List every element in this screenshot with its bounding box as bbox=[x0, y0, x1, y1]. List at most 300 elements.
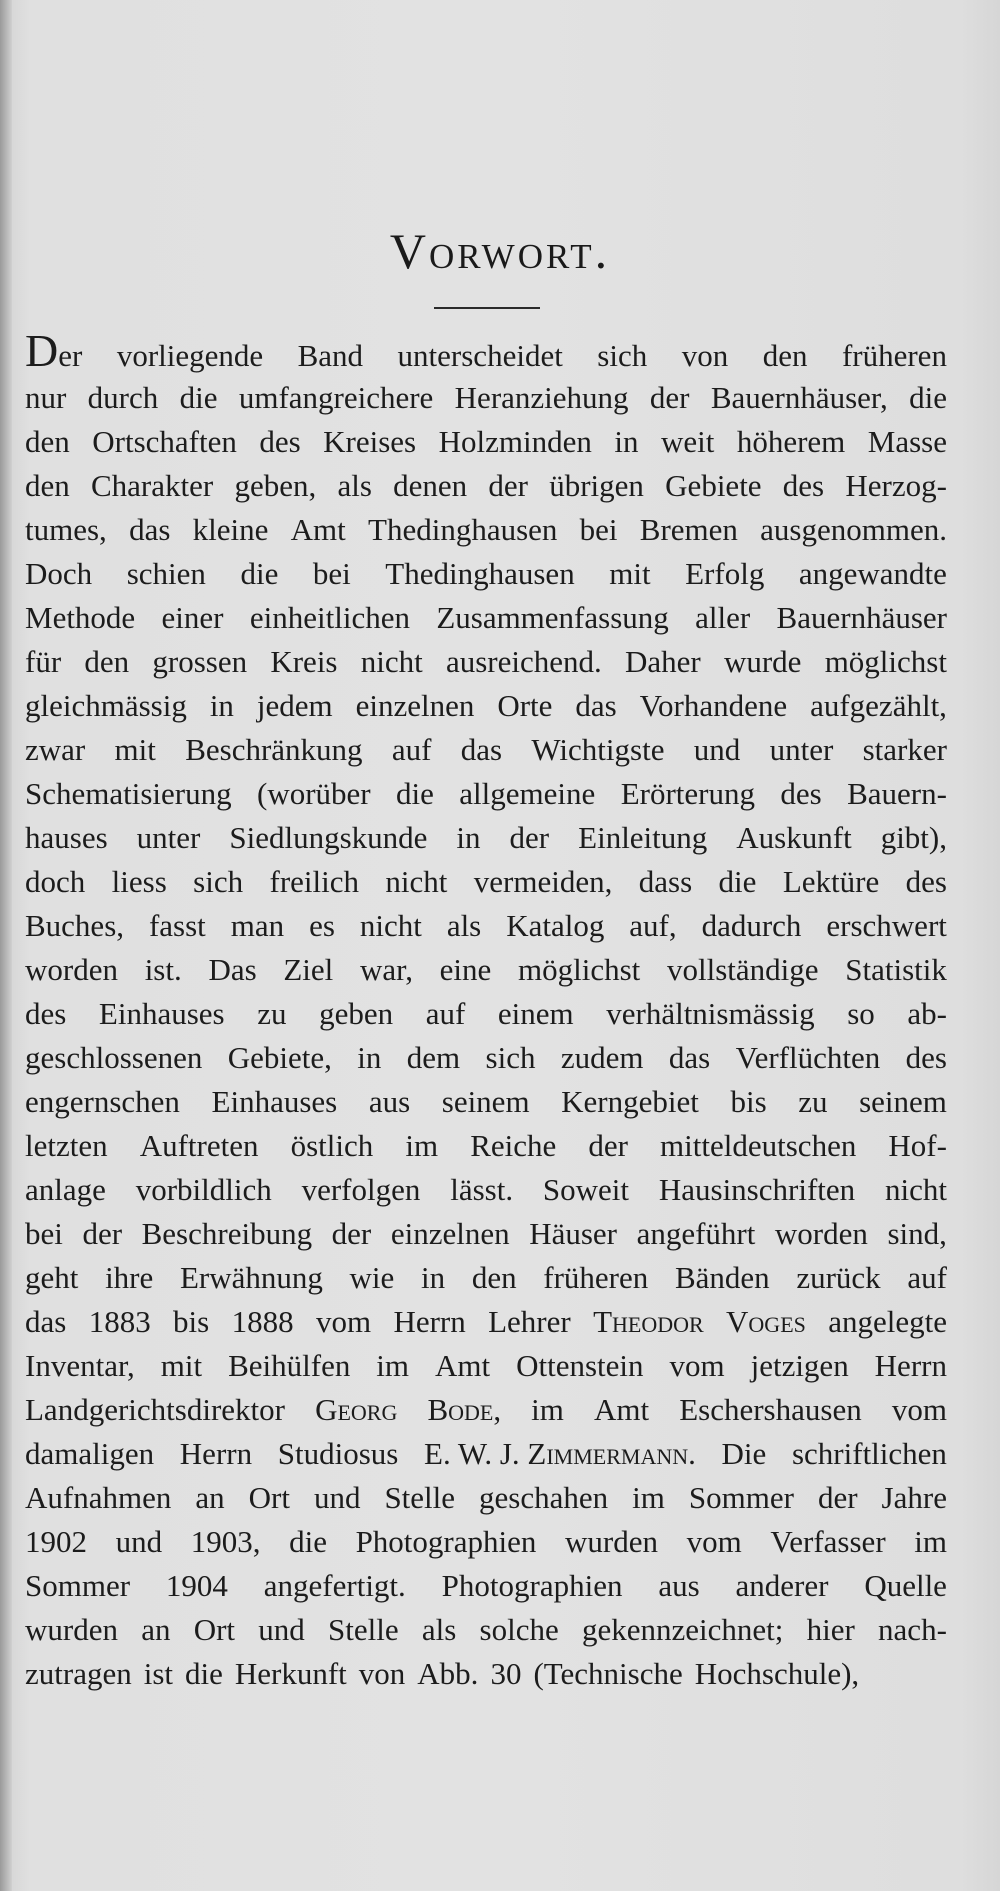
word: Herrn bbox=[874, 1348, 947, 1383]
word: damaligen bbox=[25, 1436, 155, 1471]
word: Band bbox=[297, 338, 364, 373]
word: eine bbox=[439, 952, 492, 987]
word: so bbox=[847, 996, 875, 1031]
word: zurück bbox=[796, 1260, 881, 1295]
word: Photographien bbox=[355, 1524, 537, 1559]
word: des bbox=[25, 996, 67, 1031]
text-line bbox=[25, 1216, 947, 1260]
word: Heranziehung bbox=[454, 380, 629, 415]
word: wie bbox=[349, 1260, 395, 1295]
word: möglichst bbox=[518, 952, 641, 987]
word: im bbox=[632, 1480, 665, 1515]
word: zudem bbox=[560, 1040, 644, 1075]
word: des bbox=[782, 468, 825, 503]
text-line bbox=[25, 600, 947, 644]
word: die bbox=[396, 776, 434, 811]
word: allgemeine bbox=[459, 776, 596, 811]
word: vorliegende bbox=[116, 338, 264, 373]
word: vom bbox=[686, 1524, 742, 1559]
word: Jahre bbox=[881, 1480, 947, 1515]
word: Herrn bbox=[179, 1436, 253, 1471]
word: Quelle bbox=[864, 1568, 947, 1603]
word: in bbox=[421, 1260, 446, 1295]
word: unter bbox=[136, 820, 201, 855]
word: E. W. J. Zimmermann. bbox=[424, 1436, 696, 1471]
title-rule bbox=[434, 307, 540, 309]
text-line bbox=[25, 1480, 947, 1524]
word: 1883 bbox=[88, 1304, 151, 1339]
word: des bbox=[259, 424, 301, 459]
word: Landgerichtsdirektor bbox=[25, 1392, 285, 1427]
word: Bauern- bbox=[847, 776, 947, 811]
word: für bbox=[25, 644, 62, 679]
word: nicht bbox=[385, 864, 448, 899]
word: an bbox=[195, 1480, 225, 1515]
binding-shadow bbox=[0, 0, 12, 1891]
text-line bbox=[25, 1612, 947, 1656]
word: Das bbox=[208, 952, 257, 987]
text-line bbox=[25, 1436, 947, 1480]
word: jetzigen bbox=[750, 1348, 849, 1383]
word: Gebiete bbox=[665, 468, 762, 503]
word: höherem bbox=[736, 424, 846, 459]
word: Daher bbox=[625, 644, 701, 679]
word: Ort bbox=[248, 1480, 290, 1515]
word: der bbox=[82, 1216, 123, 1251]
word: der bbox=[509, 820, 550, 855]
word: Bremen bbox=[639, 512, 738, 547]
word: (worüber bbox=[257, 776, 371, 811]
word: liess bbox=[111, 864, 167, 899]
word: Studiosus bbox=[277, 1436, 399, 1471]
word: sind, bbox=[887, 1216, 947, 1251]
word: vermeiden, bbox=[473, 864, 613, 899]
word: hauses bbox=[25, 820, 108, 855]
word: Doch bbox=[25, 556, 93, 591]
word: geschlossenen bbox=[25, 1040, 203, 1075]
word: Gebiete, bbox=[227, 1040, 332, 1075]
word: Einleitung bbox=[578, 820, 708, 855]
word: Vorhandene bbox=[639, 688, 788, 723]
word: Voges bbox=[726, 1304, 806, 1339]
word: Soweit bbox=[542, 1172, 630, 1207]
word: man bbox=[230, 908, 285, 943]
text-line bbox=[25, 424, 947, 468]
word: Kerngebiet bbox=[561, 1084, 699, 1119]
word: Abb. bbox=[417, 1656, 479, 1691]
word: grossen bbox=[152, 644, 248, 679]
text-line bbox=[25, 952, 947, 996]
word: Schematisierung bbox=[25, 776, 232, 811]
word: den bbox=[84, 644, 130, 679]
preface-paragraph bbox=[25, 336, 947, 1700]
word: Charakter bbox=[91, 468, 214, 503]
word: früheren bbox=[841, 338, 947, 373]
text-line bbox=[25, 556, 947, 600]
word: der bbox=[488, 468, 528, 503]
word: umfangreichere bbox=[238, 380, 434, 415]
word: seinem bbox=[859, 1084, 947, 1119]
word: und bbox=[313, 1480, 361, 1515]
word: engernschen bbox=[25, 1084, 180, 1119]
word: im bbox=[914, 1524, 947, 1559]
word: Lehrer bbox=[488, 1304, 571, 1339]
word: des bbox=[905, 864, 947, 899]
text-line bbox=[25, 908, 947, 952]
word: Ortschaften bbox=[92, 424, 237, 459]
text-line bbox=[25, 688, 947, 732]
word: Herrn bbox=[393, 1304, 466, 1339]
text-line bbox=[25, 468, 947, 512]
word: den bbox=[471, 1260, 517, 1295]
word: Kreises bbox=[323, 424, 417, 459]
word: geben, bbox=[234, 468, 317, 503]
word: Kreis bbox=[270, 644, 338, 679]
word: solche bbox=[479, 1612, 559, 1647]
text-line bbox=[25, 644, 947, 688]
word: das bbox=[129, 512, 171, 547]
word: Holzminden bbox=[438, 424, 592, 459]
word: vom bbox=[891, 1392, 947, 1427]
word: dadurch bbox=[701, 908, 802, 943]
text-line bbox=[25, 1348, 947, 1392]
word: die bbox=[909, 380, 947, 415]
word: bis bbox=[173, 1304, 210, 1339]
word: Sommer bbox=[688, 1480, 794, 1515]
word: anlage bbox=[25, 1172, 106, 1207]
word: Bauernhäuser, bbox=[710, 380, 888, 415]
word: Amt bbox=[594, 1392, 650, 1427]
word: Buches, bbox=[25, 908, 125, 943]
word: Stelle bbox=[328, 1612, 399, 1647]
word: doch bbox=[25, 864, 86, 899]
word: unter bbox=[769, 732, 834, 767]
word: gleichmässig bbox=[25, 688, 187, 723]
word: es bbox=[309, 908, 335, 943]
word: übrigen bbox=[549, 468, 644, 503]
word: Theodor bbox=[593, 1304, 704, 1339]
word: er bbox=[58, 338, 83, 373]
word: seinem bbox=[441, 1084, 530, 1119]
text-line bbox=[25, 820, 947, 864]
word: wurden bbox=[25, 1612, 118, 1647]
word: Zusammenfassung bbox=[436, 600, 669, 635]
word: früheren bbox=[543, 1260, 649, 1295]
word: worden bbox=[25, 952, 118, 987]
word: freilich bbox=[269, 864, 360, 899]
word: Bode, bbox=[427, 1392, 502, 1427]
word: Masse bbox=[867, 424, 947, 459]
text-line bbox=[25, 512, 947, 556]
word: im bbox=[376, 1348, 410, 1383]
word: den bbox=[25, 424, 70, 459]
word: zu bbox=[257, 996, 287, 1031]
word: bis bbox=[730, 1084, 767, 1119]
word: Eschershausen bbox=[679, 1392, 862, 1427]
word: des bbox=[780, 776, 822, 811]
word: Erwähnung bbox=[179, 1260, 323, 1295]
word: vollständige bbox=[667, 952, 819, 987]
word: einzelnen bbox=[390, 1216, 510, 1251]
word: 1903, bbox=[190, 1524, 261, 1559]
text-line bbox=[25, 864, 947, 908]
word: dem bbox=[406, 1040, 461, 1075]
word: auf bbox=[391, 732, 432, 767]
word: wurde bbox=[723, 644, 802, 679]
word: die bbox=[718, 864, 757, 899]
word: die bbox=[185, 1656, 223, 1691]
word: einzelnen bbox=[355, 688, 475, 723]
word: ausgenommen. bbox=[760, 512, 947, 547]
word: Katalog bbox=[506, 908, 605, 943]
word: bei bbox=[579, 512, 618, 547]
word: östlich bbox=[290, 1128, 374, 1163]
word: Ort bbox=[193, 1612, 236, 1647]
word: Statistik bbox=[845, 952, 947, 987]
word: nicht bbox=[359, 908, 422, 943]
word: weit bbox=[660, 424, 715, 459]
text-line bbox=[25, 1260, 947, 1304]
word: zwar bbox=[25, 732, 86, 767]
word: aus bbox=[658, 1568, 700, 1603]
word: Hochschule), bbox=[694, 1656, 860, 1691]
word: war, bbox=[359, 952, 413, 987]
word: Hausinschriften bbox=[658, 1172, 856, 1207]
text-line bbox=[25, 732, 947, 776]
word: auf, bbox=[629, 908, 677, 943]
word: geben bbox=[319, 996, 394, 1031]
word: bei bbox=[312, 556, 351, 591]
word: vom bbox=[669, 1348, 725, 1383]
word: Erfolg bbox=[685, 556, 765, 591]
word: angefertigt. bbox=[263, 1568, 406, 1603]
word: mit bbox=[609, 556, 651, 591]
word: sich bbox=[597, 338, 648, 373]
text-line bbox=[25, 380, 947, 424]
word: Lektüre bbox=[782, 864, 880, 899]
word: Erörterung bbox=[620, 776, 755, 811]
word: in bbox=[614, 424, 639, 459]
text-line bbox=[25, 776, 947, 820]
word: nicht bbox=[360, 644, 423, 679]
word: gibt), bbox=[880, 820, 947, 855]
word: Methode bbox=[25, 600, 136, 635]
word: geschahen bbox=[479, 1480, 609, 1515]
word: ist bbox=[143, 1656, 174, 1691]
word: fasst bbox=[148, 908, 206, 943]
page-title: Vorwort. bbox=[389, 223, 611, 279]
word: der bbox=[331, 1216, 372, 1251]
word: wurden bbox=[564, 1524, 658, 1559]
word: 30 bbox=[490, 1656, 522, 1691]
word: Wichtigste bbox=[531, 732, 665, 767]
word: Georg bbox=[315, 1392, 398, 1427]
word: das bbox=[575, 688, 617, 723]
word: schriftlichen bbox=[791, 1436, 947, 1471]
word: mit bbox=[160, 1348, 203, 1383]
word: und bbox=[258, 1612, 305, 1647]
word: Inventar, bbox=[25, 1348, 135, 1383]
word: als bbox=[446, 908, 482, 943]
word: angewandte bbox=[798, 556, 947, 591]
word: einer bbox=[161, 600, 224, 635]
word: zu bbox=[798, 1084, 828, 1119]
word: den bbox=[762, 338, 808, 373]
word: in bbox=[456, 820, 481, 855]
word: Verfasser bbox=[770, 1524, 886, 1559]
word: als bbox=[421, 1612, 457, 1647]
word: das bbox=[25, 1304, 67, 1339]
word: verhältnismässig bbox=[606, 996, 815, 1031]
word: anderer bbox=[735, 1568, 829, 1603]
word: (Technische bbox=[533, 1656, 683, 1691]
word: denen bbox=[393, 468, 468, 503]
word: Bauernhäuser bbox=[776, 600, 947, 635]
word: geht bbox=[25, 1260, 79, 1295]
word: möglichst bbox=[824, 644, 947, 679]
word: das bbox=[460, 732, 503, 767]
word: ihre bbox=[105, 1260, 154, 1295]
text-line bbox=[25, 1128, 947, 1172]
text-line bbox=[25, 1568, 947, 1612]
word: hier bbox=[806, 1612, 855, 1647]
word: ausreichend. bbox=[445, 644, 602, 679]
text-line bbox=[25, 1392, 947, 1436]
word: starker bbox=[862, 732, 947, 767]
word: die bbox=[240, 556, 279, 591]
word: die bbox=[179, 380, 218, 415]
word: mitteldeutschen bbox=[660, 1128, 857, 1163]
word: Beihülfen bbox=[228, 1348, 351, 1383]
first-word bbox=[25, 336, 82, 374]
word: der bbox=[649, 380, 690, 415]
word: 1904 bbox=[165, 1568, 228, 1603]
word: einheitlichen bbox=[249, 600, 410, 635]
word: auf bbox=[907, 1260, 947, 1295]
word: Reiche bbox=[470, 1128, 557, 1163]
word: mit bbox=[114, 732, 156, 767]
word: ab- bbox=[907, 996, 947, 1031]
word: Stelle bbox=[384, 1480, 456, 1515]
word: nur bbox=[25, 380, 67, 415]
word: Beschränkung bbox=[185, 732, 363, 767]
word: aufgezählt, bbox=[810, 688, 947, 723]
word: auf bbox=[425, 996, 466, 1031]
word: Auskunft bbox=[736, 820, 852, 855]
word: Ottenstein bbox=[516, 1348, 644, 1383]
word: ist. bbox=[144, 952, 182, 987]
word: als bbox=[337, 468, 372, 503]
word: schien bbox=[126, 556, 206, 591]
word: Aufnahmen bbox=[25, 1480, 172, 1515]
word: Verflüchten bbox=[735, 1040, 881, 1075]
word: Herkunft bbox=[234, 1656, 347, 1691]
word: 1888 bbox=[231, 1304, 294, 1339]
word: angeführt bbox=[636, 1216, 756, 1251]
word: Sommer bbox=[25, 1568, 131, 1603]
word: Photographien bbox=[441, 1568, 623, 1603]
word: Orte bbox=[497, 688, 553, 723]
word: bei bbox=[25, 1216, 63, 1251]
word: Siedlungskunde bbox=[229, 820, 428, 855]
text-line bbox=[25, 1040, 947, 1084]
text-line bbox=[25, 996, 947, 1040]
word: sich bbox=[193, 864, 244, 899]
word: vorbildlich bbox=[135, 1172, 272, 1207]
word: 1902 bbox=[25, 1524, 87, 1559]
word: verfolgen bbox=[301, 1172, 421, 1207]
word: an bbox=[141, 1612, 171, 1647]
word: durch bbox=[87, 380, 159, 415]
word: Thedinghausen bbox=[368, 512, 558, 547]
text-line bbox=[25, 1656, 947, 1700]
word: Bänden bbox=[674, 1260, 770, 1295]
word: im bbox=[405, 1128, 439, 1163]
word: Auftreten bbox=[139, 1128, 259, 1163]
word: Amt bbox=[435, 1348, 491, 1383]
word: den bbox=[25, 468, 70, 503]
word: Beschreibung bbox=[141, 1216, 313, 1251]
word: Hof- bbox=[888, 1128, 947, 1163]
word: das bbox=[668, 1040, 711, 1075]
text-line bbox=[25, 1524, 947, 1568]
word: die bbox=[289, 1524, 327, 1559]
word: lässt. bbox=[450, 1172, 514, 1207]
word: des bbox=[905, 1040, 947, 1075]
word: unterscheidet bbox=[397, 338, 563, 373]
word: dass bbox=[638, 864, 693, 899]
word: nicht bbox=[884, 1172, 947, 1207]
word: nach- bbox=[878, 1612, 947, 1647]
word: jedem bbox=[256, 688, 333, 723]
word: der bbox=[817, 1480, 858, 1515]
word: zutragen bbox=[25, 1656, 132, 1691]
drop-cap: D bbox=[25, 336, 59, 376]
word: von bbox=[358, 1656, 406, 1691]
word: und bbox=[693, 732, 741, 767]
word: letzten bbox=[25, 1128, 108, 1163]
word: kleine bbox=[192, 512, 269, 547]
word: erschwert bbox=[826, 908, 947, 943]
word: einem bbox=[497, 996, 574, 1031]
word: in bbox=[209, 688, 234, 723]
word: Amt bbox=[290, 512, 346, 547]
word: Die bbox=[721, 1436, 767, 1471]
text-line bbox=[25, 1084, 947, 1128]
word: aus bbox=[368, 1084, 411, 1119]
word: Einhauses bbox=[211, 1084, 338, 1119]
word: und bbox=[115, 1524, 163, 1559]
word: Thedinghausen bbox=[385, 556, 575, 591]
word: Herzog- bbox=[845, 468, 947, 503]
word: im bbox=[531, 1392, 564, 1427]
word: vom bbox=[315, 1304, 372, 1339]
word: worden bbox=[774, 1216, 868, 1251]
word: in bbox=[357, 1040, 382, 1075]
word: Einhauses bbox=[98, 996, 225, 1031]
word: sich bbox=[485, 1040, 536, 1075]
word: Häuser bbox=[529, 1216, 617, 1251]
word: gekennzeichnet; bbox=[581, 1612, 784, 1647]
word: tumes, bbox=[25, 512, 107, 547]
text-line bbox=[25, 336, 947, 380]
word: Ziel bbox=[283, 952, 334, 987]
word: von bbox=[681, 338, 729, 373]
text-line bbox=[25, 1172, 947, 1216]
text-line bbox=[25, 1304, 947, 1348]
word: angelegte bbox=[828, 1304, 947, 1339]
word: der bbox=[588, 1128, 628, 1163]
